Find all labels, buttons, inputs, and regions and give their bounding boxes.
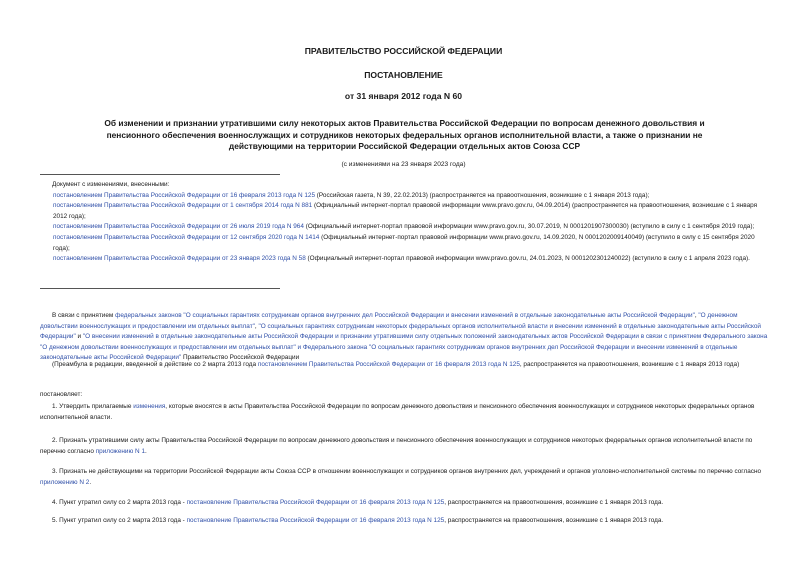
change-item bbox=[52, 191, 772, 202]
change-text: (Официальный интернет-портал правовой информации www.pravo.gov.ru, 14.09.2020, N 0001202009140049) (вступило в силу с 15 сентября 2020 года); bbox=[53, 233, 755, 252]
item-3 bbox=[40, 467, 770, 488]
item-1 bbox=[40, 402, 770, 423]
preamble-text: , распространяется на правоотношения, возникшие с 1 января 2013 года) bbox=[519, 361, 740, 368]
intro-law-link-4[interactable]: "О внесении изменений в отдельные законодательные акты Российской Федерации и признании утратившими силу отдельных положений законодательных актов Российской Федерации в связи с принятием Федерального закона "О денежном довольствии военнослужащих и предоставлении им отдельных выплат" и Федерального закона "О социальных гарантиях сотрудникам органов внутренних дел Российской Федерации и внесении изменений в отдельные законодательные акты Российской Федерации" bbox=[40, 333, 768, 362]
change-link[interactable]: постановлением Правительства Российской Федерации от 16 февраля 2013 года N 125 bbox=[53, 191, 316, 199]
item-text: . bbox=[145, 447, 147, 455]
item-text: , которые вносятся в акты Правительства Российской Федерации по вопросам денежного довольствия и пенсионного обеспечения военнослужащих и сотрудников некоторых федеральных органов исполнительной власти. bbox=[40, 403, 755, 421]
intro-paragraph bbox=[40, 311, 770, 364]
intro-text: Правительство Российской Федерации bbox=[181, 354, 300, 362]
change-link[interactable]: постановлением Правительства Российской Федерации от 12 сентября 2020 года N 1414 bbox=[53, 233, 320, 241]
intro-text: В связи с принятием bbox=[52, 312, 116, 319]
change-link[interactable]: постановлением Правительства Российской Федерации от 23 января 2023 года N 58 bbox=[53, 255, 306, 263]
item-text: 5. Пункт утратил силу со 2 марта 2013 года - bbox=[52, 517, 187, 524]
intro-law-link-2[interactable]: "О денежном довольствии военнослужащих и предоставлении им отдельных выплат" bbox=[40, 312, 738, 330]
change-item bbox=[52, 254, 772, 265]
intro-text: , bbox=[254, 322, 259, 330]
government-heading: ПРАВИТЕЛЬСТВО РОССИЙСКОЙ ФЕДЕРАЦИИ bbox=[304, 46, 503, 56]
preamble-note bbox=[40, 360, 770, 371]
item-link[interactable]: постановление Правительства Российской Федерации от 16 февраля 2013 года N 125 bbox=[186, 517, 445, 524]
document-title: Об изменении и признании утратившими силу некоторых актов Правительства Российской Федерации по вопросам денежного довольствия и пенсионного обеспечения военнослужащих и сотрудников некоторых федеральных органов исполнительной власти, а также о признании не действующими на территории Российской Федерации отдельных актов Союза ССР bbox=[104, 118, 705, 151]
item-text: 4. Пункт утратил силу со 2 марта 2013 года - bbox=[52, 499, 187, 506]
item-link[interactable]: приложению N 2 bbox=[40, 478, 90, 486]
edition-note: (с изменениями на 23 января 2023 года) bbox=[341, 161, 466, 168]
change-text: (Официальный интернет-портал правовой информации www.pravo.gov.ru, 24.01.2023, N 0001202301240022) (вступило в силу с 1 апреля 2023 года). bbox=[305, 255, 750, 263]
change-text: (Официальный интернет-портал правовой информации www.pravo.gov.ru, 04.09.2014) (распространяется на правоотношения, возникшие с 1 января 2012 года); bbox=[53, 202, 758, 220]
preamble-text: (Преамбула в редакции, введенной в действие со 2 марта 2013 года bbox=[52, 361, 258, 368]
item-text: , распространяется на правоотношения, возникшие с 1 января 2013 года. bbox=[444, 499, 664, 506]
change-item bbox=[52, 233, 772, 254]
item-link[interactable]: постановление Правительства Российской Федерации от 16 февраля 2013 года N 125 bbox=[186, 499, 445, 506]
change-item bbox=[52, 201, 772, 222]
item-link[interactable]: изменения bbox=[133, 403, 166, 410]
changes-heading: Документ с изменениями, внесенными: bbox=[52, 181, 170, 188]
change-text: (Российская газета, N 39, 22.02.2013) (распространяется на правоотношения, возникшие с 1 января 2013 года); bbox=[315, 191, 650, 199]
changes-block bbox=[52, 180, 772, 265]
divider-top bbox=[40, 174, 280, 175]
item-2 bbox=[40, 436, 770, 457]
item-text: 3. Признать не действующими на территории Российской Федерации акты Союза ССР в отношении военнослужащих и сотрудников органов внутренних дел, учреждений и органов уголовно-исполнительной системы по перечню согласно bbox=[52, 468, 762, 475]
item-link[interactable]: приложению N 1 bbox=[95, 447, 145, 455]
item-text: . bbox=[89, 478, 92, 486]
resolves-label: постановляет: bbox=[40, 391, 83, 398]
item-5 bbox=[40, 516, 770, 527]
divider-bottom bbox=[40, 288, 280, 289]
intro-law-link-1[interactable]: федеральных законов "О социальных гарантиях сотрудникам органов внутренних дел Российской Федерации и внесении изменений в отдельные законодательные акты Российской Федерации" bbox=[115, 312, 695, 319]
item-4 bbox=[40, 498, 770, 509]
document-type: ПОСТАНОВЛЕНИЕ bbox=[364, 70, 443, 80]
change-link[interactable]: постановлением Правительства Российской Федерации от 26 июля 2019 года N 964 bbox=[53, 223, 304, 231]
intro-law-link-3[interactable]: "О социальных гарантиях сотрудникам некоторых федеральных органов исполнительной власти и внесении изменений в отдельные законодательные акты Российской Федерации" bbox=[40, 322, 762, 341]
change-item bbox=[52, 222, 772, 233]
intro-text: и bbox=[75, 333, 83, 341]
item-text: 2. Признать утратившими силу акты Правительства Российской Федерации по вопросам денежного довольствия и пенсионного обеспечения военнослужащих и сотрудников некоторых федеральных органов исполнительной власти по перечню согласно bbox=[40, 437, 753, 455]
change-link[interactable]: постановлением Правительства Российской Федерации от 1 сентября 2014 года N 881 bbox=[53, 202, 313, 210]
item-text: 1. Утвердить прилагаемые bbox=[52, 403, 134, 410]
preamble-link[interactable]: постановлением Правительства Российской Федерации от 16 февраля 2013 года N 125 bbox=[257, 361, 520, 368]
intro-text: , bbox=[694, 312, 699, 319]
document-date-number: от 31 января 2012 года N 60 bbox=[344, 91, 463, 101]
item-text: , распространяется на правоотношения, возникшие с 1 января 2013 года. bbox=[444, 517, 664, 524]
change-text: (Официальный интернет-портал правовой информации www.pravo.gov.ru, 30.07.2019, N 0001201907300030) (вступило в силу с 1 сентября 2019 года); bbox=[303, 223, 755, 231]
